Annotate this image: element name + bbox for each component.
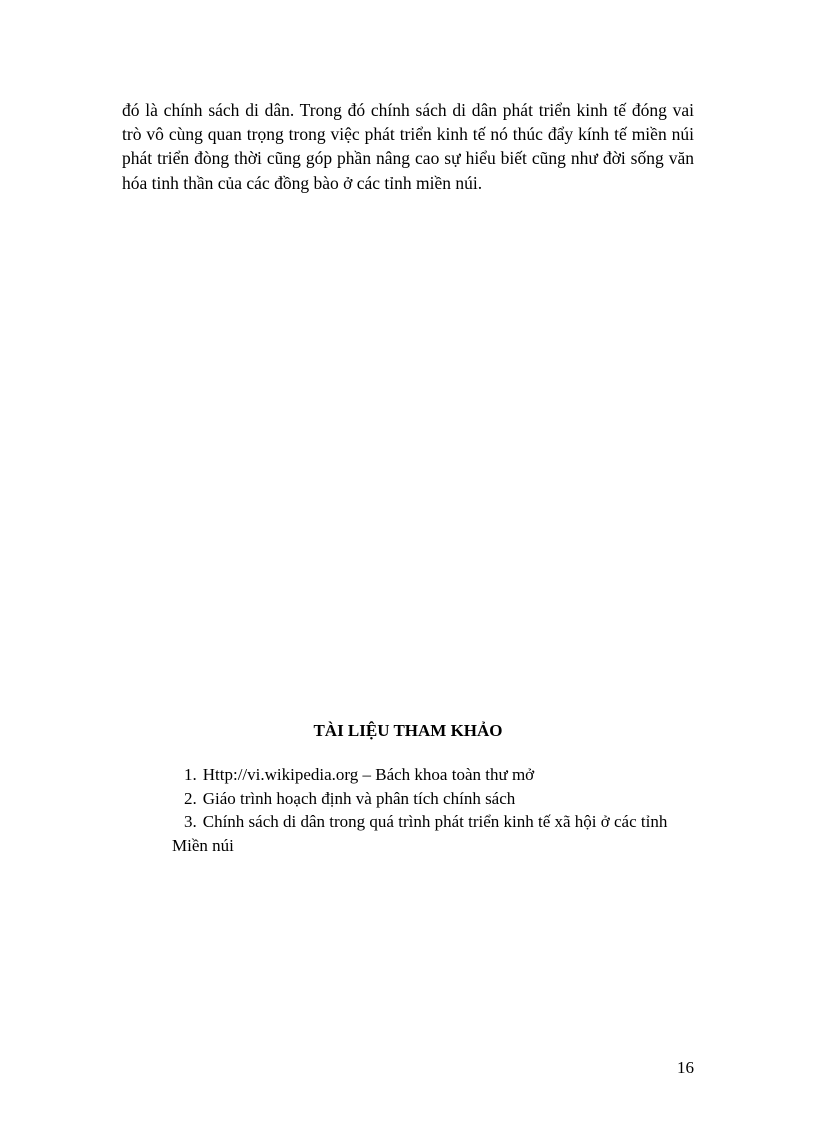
reference-text: Http://vi.wikipedia.org – Bách khoa toàn thư mở [202,765,535,784]
references-title: TÀI LIỆU THAM KHẢO [313,721,503,740]
reference-number: 3. [184,812,197,831]
reference-text: Giáo trình hoạch định và phân tích chính sách [202,788,516,808]
page-number: 16 [677,1058,694,1077]
reference-item-1 [172,763,694,787]
reference-item-2 [172,787,694,811]
reference-item-3 [172,810,694,857]
references-list [172,763,694,857]
reference-number: 1. [184,765,197,784]
reference-number: 2. [184,788,197,808]
reference-text: Chính sách di dân trong quá trình phát triển kinh tế xã hội ở các tỉnh Miền núi [172,812,668,855]
body-paragraph: đó là chính sách di dân. Trong đó chính sách di dân phát triển kinh tế đóng vai trò vô cùng quan trọng trong việc phát triển kinh tế nó thúc đẩy kính tế miền núi phát triển đòng thời cũng góp phần nâng cao sự hiểu biết cũng như đời sống văn hóa tinh thần của các đồng bào ở các tỉnh miền núi. [122,100,694,193]
